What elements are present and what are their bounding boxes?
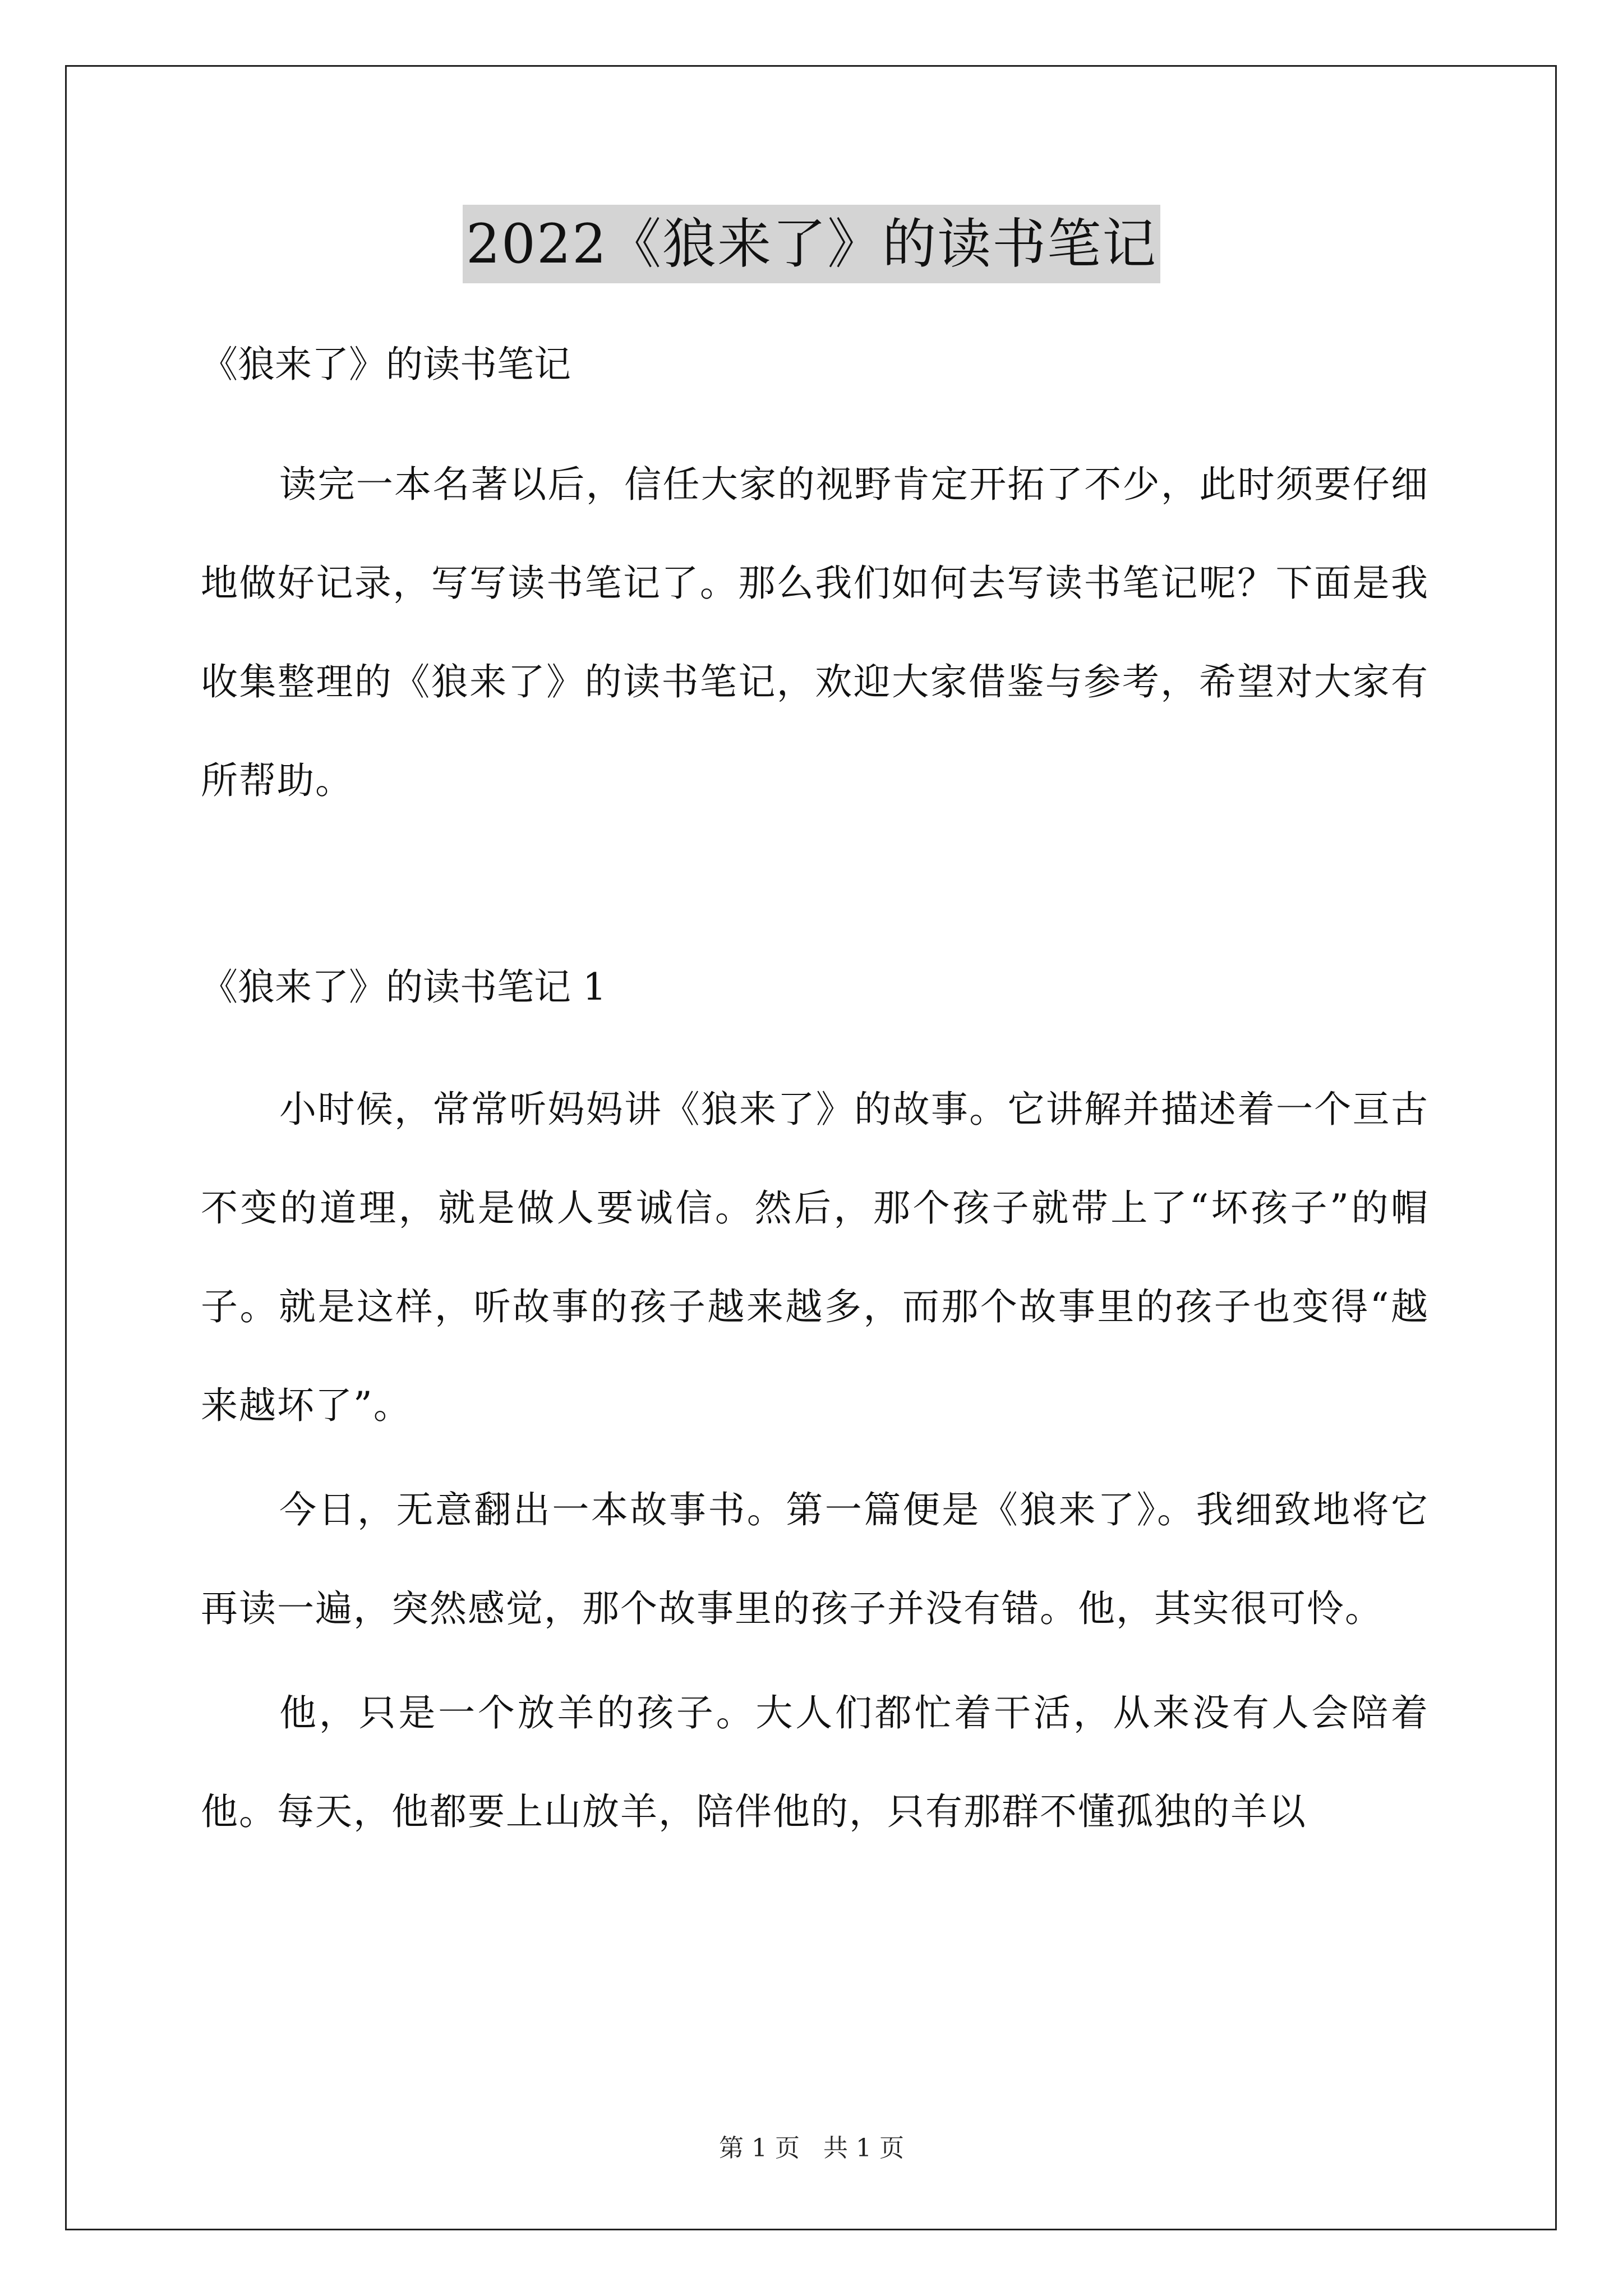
document-title: 2022《狼来了》的读书笔记 [463,205,1160,283]
section-heading-main: 《狼来了》的读书笔记 [201,343,571,386]
body-paragraph: 今日，无意翻出一本故事书。第一篇便是《狼来了》。我细致地将它再读一遍，突然感觉，那个故事里的孩子并没有错。他，其实很可怜。 [201,1488,1429,1630]
document-body [201,342,1429,1861]
section-heading-1: 《狼来了》的读书笔记 1 [201,965,606,1009]
body-paragraph: 他，只是一个放羊的孩子。大人们都忙着干活，从来没有人会陪着他。每天，他都要上山放羊，陪伴他的，只有那群不懂孤独的羊以 [201,1691,1429,1833]
body-paragraph: 小时候，常常听妈妈讲《狼来了》的故事。它讲解并描述着一个亘古不变的道理，就是做人要诚信。然后，那个孩子就带上了“坏孩子”的帽子。就是这样，听故事的孩子越来越多，而那个故事里的孩子也变得“越来越坏了”。 [201,1088,1429,1427]
intro-paragraph: 读完一本名著以后，信任大家的视野肯定开拓了不少，此时须要仔细地做好记录，写写读书笔记了。那么我们如何去写读书笔记呢？下面是我收集整理的《狼来了》的读书笔记，欢迎大家借鉴与参考，希望对大家有所帮助。 [201,463,1429,802]
title-wrap [0,205,1623,283]
page-footer: 第 1 页 共 1 页 [719,2134,904,2162]
